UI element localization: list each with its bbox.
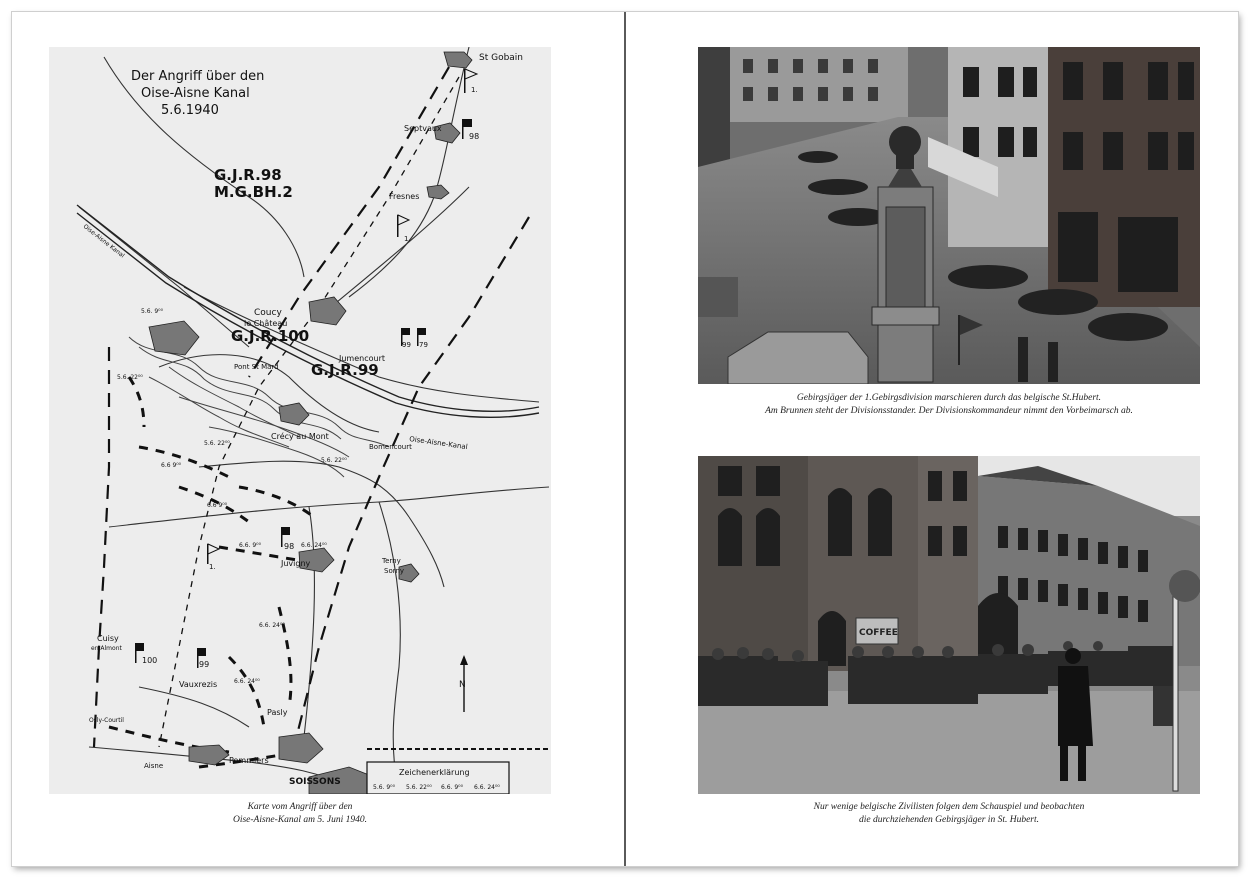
unit-label-gjr99: G.J.R.99 (311, 361, 379, 379)
time-label: 6.6. 24⁰⁰ (301, 542, 327, 549)
flag-label-79: 79 (419, 341, 428, 349)
place-pommiers: Pommiers (229, 756, 269, 765)
unit-label-gjr100: G.J.R.100 (231, 327, 310, 345)
photo1-caption (698, 392, 1200, 418)
legend-item: 6.6. 24⁰⁰ (474, 784, 500, 791)
place-cuisy: Cuisy (97, 634, 119, 643)
map-title-line1: Der Angriff über den (131, 69, 265, 84)
place-vauxrezis: Vauxrezis (179, 680, 218, 689)
place-en-almont: en Almont (91, 645, 122, 652)
book-spread (12, 12, 1238, 866)
photo-st-hubert-fountain (698, 47, 1200, 384)
photo2-caption-line2: die durchziehenden Gebirgsjäger in St. Hubert. (858, 815, 1040, 825)
flag-label-100: 100 (142, 656, 158, 665)
time-label: 6.6. 24⁰⁰ (259, 622, 285, 629)
canal-label-upper: Oise-Aisne Kanal (81, 223, 126, 260)
legend-item: 6.6. 9⁰⁰ (441, 784, 463, 791)
right-page (626, 12, 1238, 866)
canal-label-lower: Oise-Aisne-Kanal (408, 435, 469, 452)
legend-item: 5.6. 9⁰⁰ (373, 784, 395, 791)
svg-text:N: N (459, 680, 466, 690)
place-sorny: Sorny (384, 567, 405, 575)
place-coucy: Coucy (254, 308, 282, 318)
time-label: 5.6. 22⁰⁰ (204, 440, 230, 447)
photo2-caption-line1: Nur wenige belgische Zivilisten folgen dem Schauspiel und beobachten (813, 802, 1085, 812)
legend-title: Zeichenerklärung (399, 768, 470, 777)
map-caption-line2: Oise-Aisne-Kanal am 5. Juni 1940. (232, 815, 368, 825)
photo-fountain-image (698, 47, 1200, 384)
place-juvigny: Juvigny (281, 559, 311, 568)
place-pasly: Pasly (267, 708, 288, 717)
place-crecy: Crécy au Mont (271, 432, 329, 441)
place-septvaux: Septvaux (404, 124, 442, 133)
time-label: 5.6. 22⁰⁰ (321, 457, 347, 464)
flag-label-99a: 99 (402, 341, 411, 349)
place-aisne: Aisne (144, 762, 164, 770)
time-label: 5.6. 9⁰⁰ (141, 308, 163, 315)
left-page (12, 12, 624, 866)
map-title-line2: Oise-Aisne Kanal (141, 86, 250, 101)
place-st-gobain: St Gobain (479, 53, 524, 63)
place-bomencourt: Bomencourt (369, 443, 412, 451)
flag-label-99b: 99 (199, 660, 210, 669)
time-label: 6.6 9⁰⁰ (161, 462, 182, 469)
flag-label-1b: 1. (404, 235, 411, 243)
map-caption-line1: Karte vom Angriff über den (247, 802, 353, 812)
map-figure (49, 47, 551, 794)
place-osly: Osly-Courtil (89, 717, 124, 724)
photo-street-image (698, 456, 1200, 794)
time-label: 6.6. 9⁰⁰ (239, 542, 261, 549)
flag-label-1a: 1. (471, 86, 478, 94)
time-label: 6.6 9⁰⁰ (207, 502, 228, 509)
battle-map (49, 47, 551, 794)
flag-label-1c: 1. (209, 563, 216, 571)
map-caption (49, 801, 551, 827)
legend-item: 5.6. 22⁰⁰ (406, 784, 432, 791)
time-label: 5.6. 22⁰⁰ (117, 374, 143, 381)
unit-label-gjr98: G.J.R.98 (214, 166, 282, 184)
unit-label-mgbh2: M.G.BH.2 (214, 183, 293, 201)
map-title-line3: 5.6.1940 (161, 103, 219, 118)
place-coucy-chateau: le Château (244, 319, 288, 328)
place-terny: Terny (382, 557, 401, 565)
photo1-caption-line1: Gebirgsjäger der 1.Gebirgsdivision marschieren durch das belgische St.Hubert. (796, 393, 1102, 403)
place-pont-st-mard: Pont St Mard (234, 363, 279, 371)
place-soissons: SOISSONS (289, 777, 341, 787)
place-fresnes: Fresnes (389, 192, 420, 201)
coffee-sign: COFFEE (859, 628, 898, 638)
flag-label-98b: 98 (284, 542, 295, 551)
photo2-caption (698, 801, 1200, 827)
time-label: 6.6. 24⁰⁰ (234, 678, 260, 685)
photo1-caption-line2: Am Brunnen steht der Divisionsstander. Der Divisionskommandeur nimmt den Vorbeimarsch ab. (765, 406, 1133, 416)
photo-st-hubert-street (698, 456, 1200, 794)
flag-label-98a: 98 (469, 132, 480, 141)
place-jumencourt: Jumencourt (339, 354, 386, 363)
